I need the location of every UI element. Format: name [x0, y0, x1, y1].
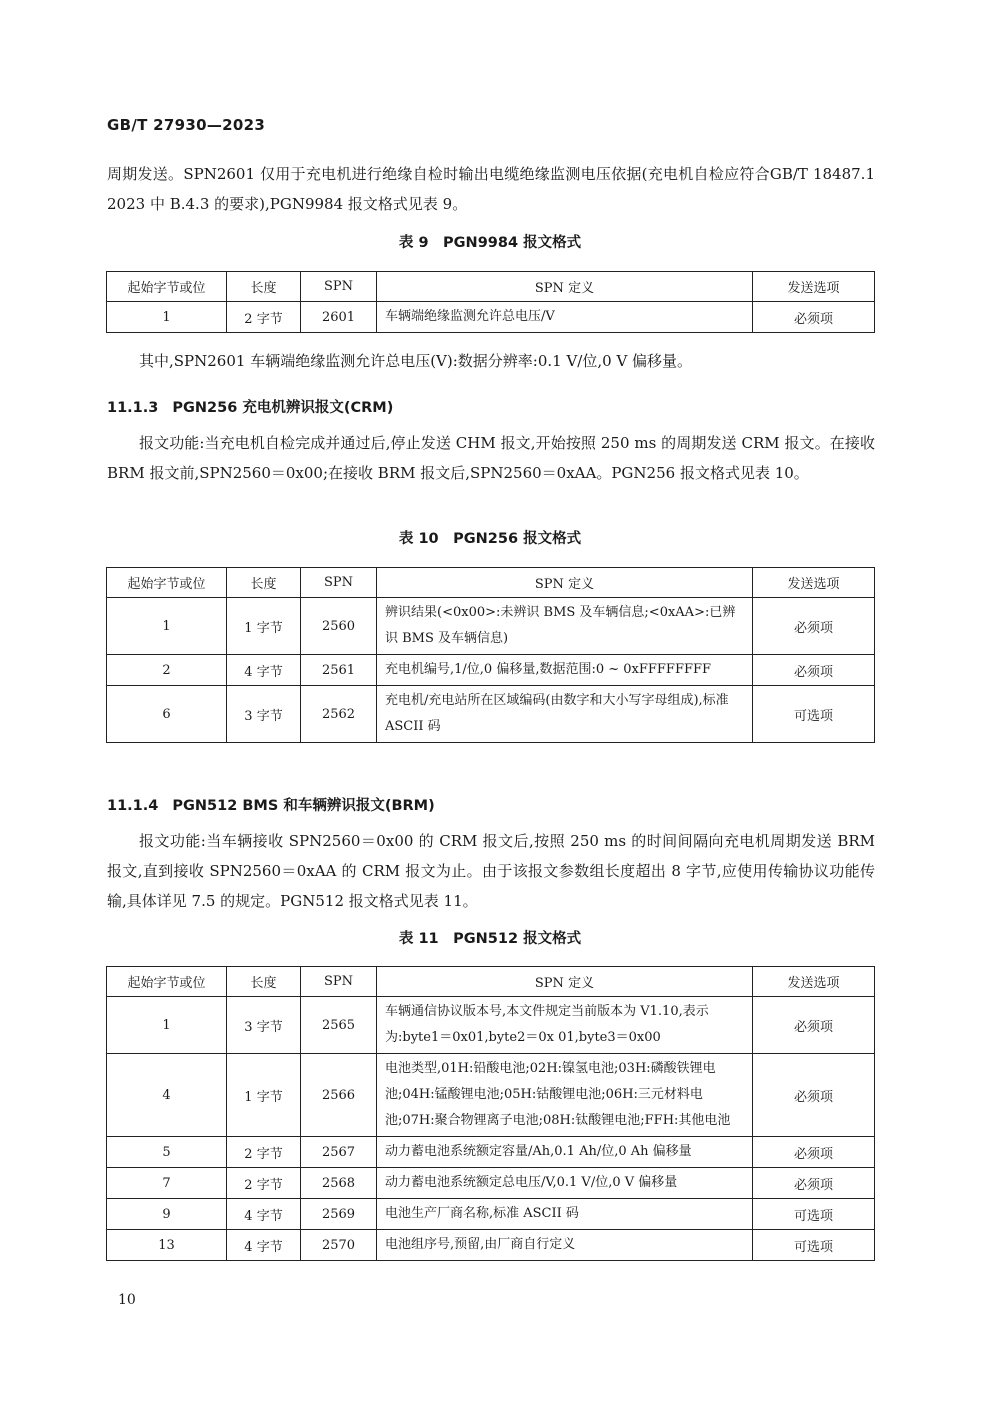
table-row — [107, 1054, 875, 1137]
spn-definition-cell: 辨识结果(<0x00>:未辨识 BMS 及车辆信息;<0xAA>:已辨识 BMS 及车辆信息) — [377, 598, 753, 655]
spn-definition-cell: 电池组序号,预留,由厂商自行定义 — [377, 1230, 753, 1261]
table-row — [107, 1137, 875, 1168]
start-byte-header: 起始字节或位 — [107, 967, 227, 997]
start-byte-cell: 4 — [107, 1054, 227, 1137]
table-row — [107, 1230, 875, 1261]
table-row — [107, 655, 875, 686]
start-byte-cell: 2 — [107, 655, 227, 686]
spn-definition-header: SPN 定义 — [377, 272, 753, 302]
table-row — [107, 1199, 875, 1230]
spn-header: SPN — [301, 568, 377, 598]
section-number: 11.1.3 — [107, 400, 159, 416]
table-row — [107, 1168, 875, 1199]
send-option-header: 发送选项 — [753, 967, 875, 997]
start-byte-cell: 1 — [107, 598, 227, 655]
section-11-1-4-heading — [107, 794, 435, 815]
table9-caption: 表 9 PGN9984 报文格式 — [398, 235, 582, 251]
spn-cell: 2567 — [301, 1137, 377, 1168]
table-header-row — [107, 568, 875, 598]
spn-header: SPN — [301, 272, 377, 302]
send-option-cell: 可选项 — [753, 686, 875, 743]
send-option-cell: 可选项 — [753, 1230, 875, 1261]
section-11-1-3-heading — [107, 396, 393, 417]
length-header: 长度 — [227, 967, 301, 997]
spn-definition-cell: 充电机/充电站所在区域编码(由数字和大小写字母组成),标准 ASCII 码 — [377, 686, 753, 743]
length-cell: 1 字节 — [227, 1054, 301, 1137]
table9-note: 其中,SPN2601 车辆端绝缘监测允许总电压(V):数据分辨率:0.1 V/位,0 V 偏移量。 — [139, 352, 693, 370]
spn-cell: 2570 — [301, 1230, 377, 1261]
table-11 — [106, 966, 875, 1261]
length-cell: 3 字节 — [227, 686, 301, 743]
intro-paragraph: 周期发送。SPN2601 仅用于充电机进行绝缘自检时输出电缆绝缘监测电压依据(充电机自检应符合GB/T 18487.1 2023 中 B.4.3 的要求),PGN9984 报文格式见表 9。 — [107, 165, 891, 213]
spn-cell: 2565 — [301, 997, 377, 1054]
table-row — [107, 997, 875, 1054]
table11-caption: 表 11 PGN512 报文格式 — [398, 931, 582, 947]
length-cell: 1 字节 — [227, 598, 301, 655]
start-byte-cell: 1 — [107, 997, 227, 1054]
spn-cell: 2561 — [301, 655, 377, 686]
table-row — [107, 686, 875, 743]
length-cell: 2 字节 — [227, 1137, 301, 1168]
spn-definition-cell: 车辆通信协议版本号,本文件规定当前版本为 V1.10,表示为:byte1＝0x01,byte2＝0x 01,byte3＝0x00 — [377, 997, 753, 1054]
table-9 — [106, 271, 875, 333]
section-title: PGN512 BMS 和车辆辨识报文(BRM) — [172, 798, 435, 814]
table-row — [107, 598, 875, 655]
send-option-header: 发送选项 — [753, 568, 875, 598]
send-option-cell: 必须项 — [753, 1054, 875, 1137]
spn-definition-cell: 电池类型,01H:铅酸电池;02H:镍氢电池;03H:磷酸铁锂电池;04H:锰酸锂电池;05H:钴酸锂电池;06H:三元材料电池;07H:聚合物锂离子电池;08H:钛酸锂电池;FFH:其他电池 — [377, 1054, 753, 1137]
spn-definition-cell: 车辆端绝缘监测允许总电压/V — [377, 302, 753, 333]
table-10 — [106, 567, 875, 743]
spn-definition-cell: 动力蓄电池系统额定总电压/V,0.1 V/位,0 V 偏移量 — [377, 1168, 753, 1199]
start-byte-header: 起始字节或位 — [107, 272, 227, 302]
page-number: 10 — [118, 1292, 136, 1308]
length-cell: 4 字节 — [227, 655, 301, 686]
length-cell: 4 字节 — [227, 1230, 301, 1261]
spn-cell: 2560 — [301, 598, 377, 655]
start-byte-header: 起始字节或位 — [107, 568, 227, 598]
table-header-row — [107, 272, 875, 302]
send-option-cell: 必须项 — [753, 598, 875, 655]
start-byte-cell: 6 — [107, 686, 227, 743]
spn-cell: 2568 — [301, 1168, 377, 1199]
spn-definition-header: SPN 定义 — [377, 967, 753, 997]
start-byte-cell: 9 — [107, 1199, 227, 1230]
table-header-row — [107, 967, 875, 997]
spn-definition-cell: 充电机编号,1/位,0 偏移量,数据范围:0 ~ 0xFFFFFFFF — [377, 655, 753, 686]
table10-caption: 表 10 PGN256 报文格式 — [398, 531, 582, 547]
spn-definition-header: SPN 定义 — [377, 568, 753, 598]
table-row — [107, 302, 875, 333]
length-cell: 4 字节 — [227, 1199, 301, 1230]
standard-header: GB/T 27930—2023 — [107, 116, 266, 134]
length-header: 长度 — [227, 568, 301, 598]
spn-definition-cell: 动力蓄电池系统额定容量/Ah,0.1 Ah/位,0 Ah 偏移量 — [377, 1137, 753, 1168]
start-byte-cell: 13 — [107, 1230, 227, 1261]
length-header: 长度 — [227, 272, 301, 302]
spn-cell: 2569 — [301, 1199, 377, 1230]
send-option-cell: 必须项 — [753, 655, 875, 686]
send-option-cell: 必须项 — [753, 1168, 875, 1199]
start-byte-cell: 7 — [107, 1168, 227, 1199]
section-11-1-4-paragraph: 报文功能:当车辆接收 SPN2560＝0x00 的 CRM 报文后,按照 250 ms 的时间间隔向充电机周期发送 BRM 报文,直到接收 SPN2560＝0xAA 的 CRM 报文为止。由于该报文参数组长度超出 8 字节,应使用传输协议功能传输,具体详见 7.5 的规定。PGN512 报文格式见表 11。 — [107, 832, 875, 910]
start-byte-cell: 1 — [107, 302, 227, 333]
send-option-cell: 必须项 — [753, 302, 875, 333]
start-byte-cell: 5 — [107, 1137, 227, 1168]
section-number: 11.1.4 — [107, 798, 159, 814]
spn-cell: 2566 — [301, 1054, 377, 1137]
length-cell: 2 字节 — [227, 302, 301, 333]
send-option-header: 发送选项 — [753, 272, 875, 302]
spn-cell: 2562 — [301, 686, 377, 743]
length-cell: 2 字节 — [227, 1168, 301, 1199]
section-title: PGN256 充电机辨识报文(CRM) — [172, 400, 394, 416]
spn-header: SPN — [301, 967, 377, 997]
section-11-1-3-paragraph: 报文功能:当充电机自检完成并通过后,停止发送 CHM 报文,开始按照 250 ms 的周期发送 CRM 报文。在接收 BRM 报文前,SPN2560＝0x00;在接收 BRM 报文后,SPN2560＝0xAA。PGN256 报文格式见表 10。 — [107, 434, 875, 482]
spn-cell: 2601 — [301, 302, 377, 333]
spn-definition-cell: 电池生产厂商名称,标准 ASCII 码 — [377, 1199, 753, 1230]
send-option-cell: 可选项 — [753, 1199, 875, 1230]
send-option-cell: 必须项 — [753, 997, 875, 1054]
send-option-cell: 必须项 — [753, 1137, 875, 1168]
length-cell: 3 字节 — [227, 997, 301, 1054]
